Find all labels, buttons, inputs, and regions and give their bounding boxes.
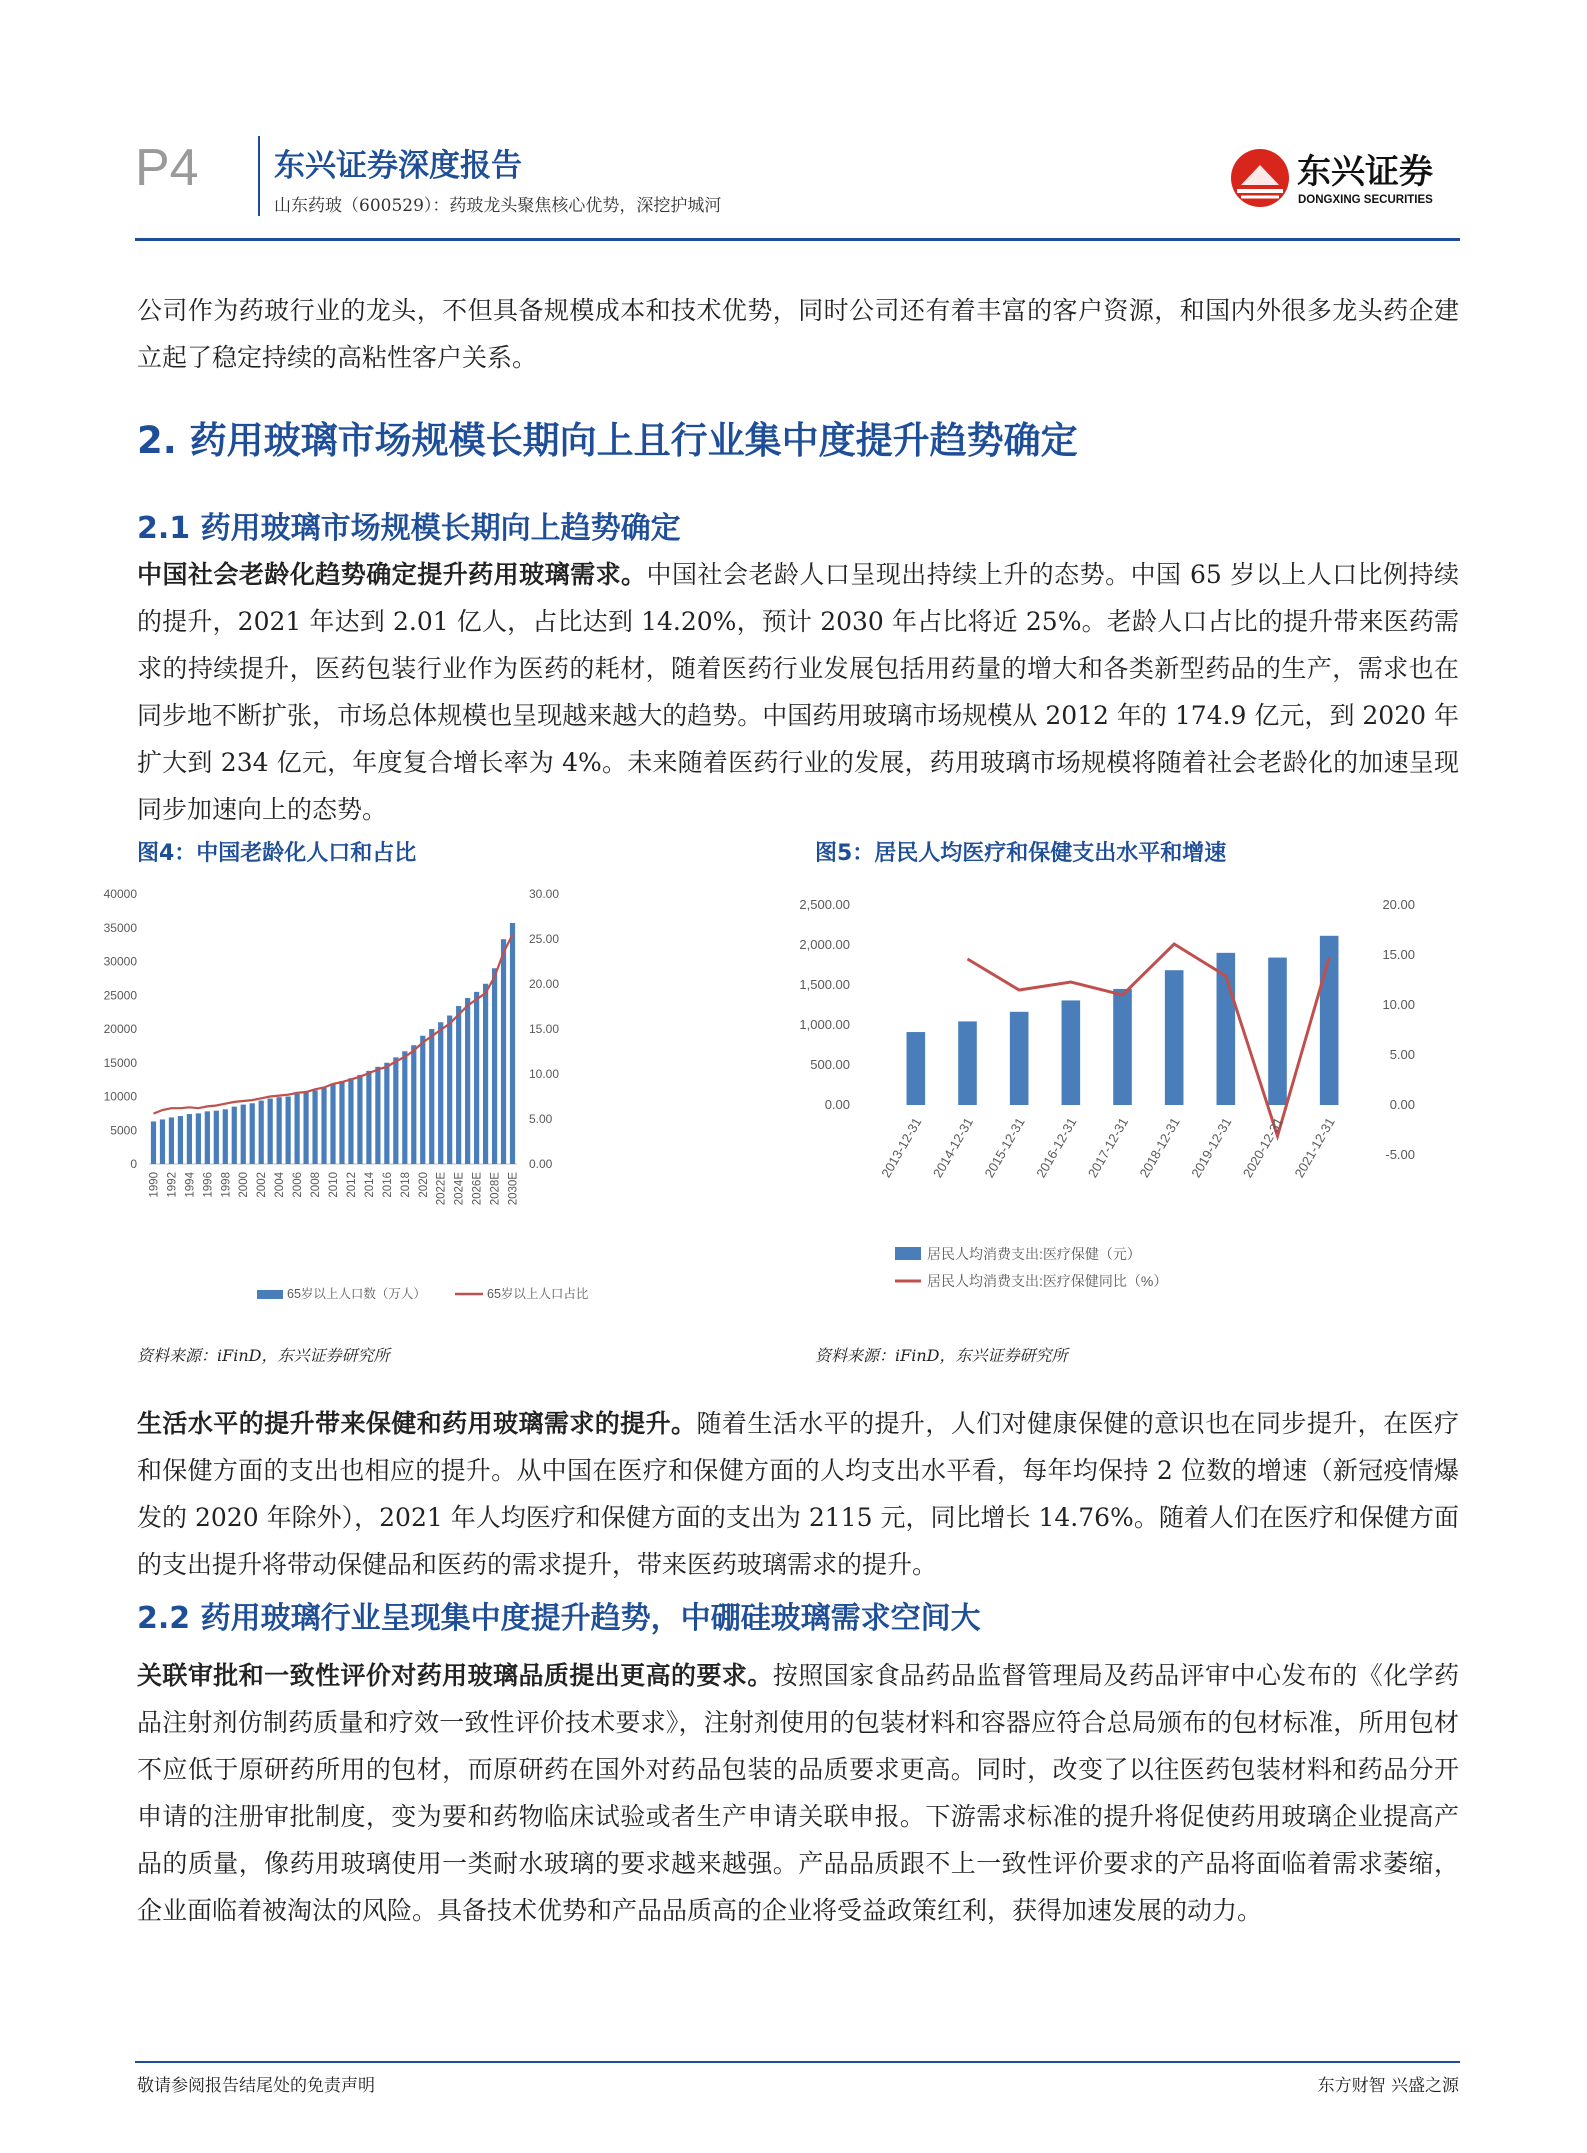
x-tick-label: 2024E <box>453 1172 466 1206</box>
x-tick-label: 2012 <box>345 1172 358 1198</box>
x-tick-label: 2016-12-31 <box>1033 1115 1080 1181</box>
figure-4-source: 资料来源：iFinD，东兴证券研究所 <box>137 1346 390 1365</box>
population-bar <box>303 1092 308 1164</box>
legend-label-bar: 居民人均消费支出:医疗保健（元） <box>927 1246 1141 1262</box>
population-bar <box>510 923 515 1164</box>
population-bar <box>366 1071 371 1164</box>
population-bar <box>169 1117 174 1164</box>
y-left-tick-label: 0.00 <box>824 1097 850 1112</box>
x-tick-label: 2010 <box>328 1172 340 1198</box>
population-bar <box>375 1067 380 1164</box>
population-bar <box>151 1121 156 1164</box>
population-bar <box>357 1075 362 1164</box>
x-tick-label: 2026E <box>471 1172 484 1206</box>
healthcare-spending-bar <box>958 1021 977 1105</box>
section-heading-2: 2. 药用玻璃市场规模长期向上且行业集中度提升趋势确定 <box>137 419 1078 462</box>
population-bar <box>321 1088 326 1164</box>
consistency-evaluation-lead: 关联审批和一致性评价对药用玻璃品质提出更高的要求。 <box>137 1661 773 1690</box>
y-right-tick-label: 5.00 <box>529 1112 553 1126</box>
population-bar <box>411 1045 416 1164</box>
healthcare-spending-bar <box>1113 989 1132 1105</box>
population-bar <box>465 998 470 1164</box>
page-number: P4 <box>135 139 199 197</box>
y-left-tick-label: 25000 <box>103 988 137 1003</box>
population-bar <box>492 968 497 1164</box>
living-standard-body: 随着生活水平的提升，人们对健康保健的意识也在同步提升，在医疗和保健方面的支出也相应的提升。从中国在医疗和保健方面的人均支出水平看，每年均保持 2 位数的增速（新冠疫情爆发的 2020 年除外），2021 年人均医疗和保健方面的支出为 2115 元，同比增长 14.76%。随着人们在医疗和保健方面的支出提升将带动保健品和医药的需求提升，带来医药玻璃需求的提升。 <box>137 1409 1459 1579</box>
population-bar <box>420 1036 425 1164</box>
report-subtitle: 山东药玻（600529）：药玻龙头聚焦核心优势，深挖护城河 <box>274 196 722 216</box>
y-left-tick-label: 0 <box>130 1157 137 1171</box>
figure-5-source: 资料来源：iFinD，东兴证券研究所 <box>815 1346 1068 1365</box>
x-tick-label: 2014-12-31 <box>929 1115 977 1181</box>
y-left-tick-label: 30000 <box>103 954 137 969</box>
x-tick-label: 2000 <box>238 1172 251 1198</box>
population-bar <box>474 992 479 1164</box>
y-left-tick-label: 1,000.00 <box>799 1017 850 1032</box>
x-tick-label: 2002 <box>256 1172 269 1198</box>
legend-swatch-bar <box>895 1247 921 1260</box>
population-bar <box>348 1078 353 1164</box>
chart-healthcare-spending <box>799 880 1460 1315</box>
population-bar <box>160 1119 165 1164</box>
y-right-tick-label: 20.00 <box>1382 897 1415 912</box>
population-bar <box>483 984 488 1164</box>
x-tick-label: 2017-12-31 <box>1084 1115 1132 1181</box>
x-tick-label: 2028E <box>489 1172 502 1206</box>
figure-4-title: 图4：中国老龄化人口和占比 <box>137 841 417 866</box>
population-bar <box>447 1016 452 1165</box>
population-bar <box>277 1097 282 1164</box>
x-tick-label: 2030E <box>507 1172 520 1206</box>
figure-5-title: 图5：居民人均医疗和保健支出水平和增速 <box>815 841 1227 866</box>
x-tick-label: 2015-12-31 <box>981 1115 1028 1181</box>
population-bar <box>429 1029 434 1164</box>
x-tick-label: 2020 <box>417 1172 430 1198</box>
y-right-tick-label: -5.00 <box>1385 1147 1415 1162</box>
logo-text-en: DONGXING SECURITIES <box>1298 194 1433 206</box>
healthcare-spending-bar <box>907 1032 926 1105</box>
healthcare-spending-bar <box>1165 970 1184 1105</box>
y-left-tick-label: 40000 <box>103 887 137 901</box>
population-bar <box>438 1022 443 1164</box>
y-left-tick-label: 15000 <box>103 1055 137 1070</box>
population-bar <box>286 1097 291 1165</box>
legend-label-bar: 65岁以上人口数（万人） <box>287 1287 426 1301</box>
legend-label-line: 居民人均消费支出:医疗保健同比（%） <box>927 1273 1168 1289</box>
y-left-tick-label: 35000 <box>103 920 137 935</box>
healthcare-spending-bar <box>1062 1000 1081 1105</box>
healthcare-spending-bar <box>1268 958 1287 1105</box>
population-bar <box>223 1109 228 1164</box>
consistency-evaluation-body: 按照国家食品药品监督管理局及药品评审中心发布的《化学药品注射剂仿制药质量和疗效一致性评价技术要求》，注射剂使用的包装材料和容器应符合总局颁布的包材标准，所用包材不应低于原研药所用的包材，而原研药在国外对药品包装的品质要求更高。同时，改变了以往医药包装材料和药品分开申请的注册审批制度，变为要和药物临床试验或者生产申请关联申报。下游需求标准的提升将促使药用玻璃企业提高产品的质量，像药用玻璃使用一类耐水玻璃的要求越来越强。产品品质跟不上一致性评价要求的产品将面临着需求萎缩，企业面临着被淘汰的风险。具备技术优势和产品品质高的企业将受益政策红利，获得加速发展的动力。 <box>137 1661 1459 1925</box>
chart-aging-population <box>103 880 787 1315</box>
x-tick-label: 2016 <box>381 1172 394 1198</box>
y-right-tick-label: 15.00 <box>1382 947 1415 962</box>
population-bar <box>384 1063 389 1164</box>
population-bar <box>456 1006 461 1164</box>
x-tick-label: 2008 <box>310 1172 323 1198</box>
aging-paragraph-body: 中国社会老龄人口呈现出持续上升的态势。中国 65 岁以上人口比例持续的提升，2021 年达到 2.01 亿人，占比达到 14.20%，预计 2030 年占比将近 25%。老龄人口占比的提升带来医药需求的持续提升，医药包装行业作为医药的耗材，随着医药行业发展包括用药量的增大和各类新型药品的生产，需求也在同步地不断扩张，市场总体规模也呈现越来越大的趋势。中国药用玻璃市场规模从 2012 年的 174.9 亿元，到 2020 年扩大到 234 亿元，年度复合增长率为 4%。未来随着医药行业的发展，药用玻璃市场规模将随着社会老龄化的加速呈现同步加速向上的态势。 <box>137 560 1459 824</box>
living-standard-lead: 生活水平的提升带来保健和药用玻璃需求的提升。 <box>137 1409 697 1438</box>
consistency-evaluation-paragraph <box>137 1652 1459 1934</box>
section-heading-2-2: 2.2 药用玻璃行业呈现集中度提升趋势，中硼硅玻璃需求空间大 <box>137 1601 981 1636</box>
dongxing-logo <box>1227 145 1463 211</box>
y-left-tick-label: 20000 <box>103 1022 137 1036</box>
population-bar <box>294 1094 299 1164</box>
x-tick-label: 2021-12-31 <box>1291 1115 1338 1181</box>
report-series-title: 东兴证券深度报告 <box>274 148 522 184</box>
aging-paragraph <box>137 551 1459 833</box>
x-tick-label: 2004 <box>274 1172 287 1198</box>
living-standard-paragraph <box>137 1400 1459 1588</box>
aging-paragraph-lead: 中国社会老龄化趋势确定提升药用玻璃需求。 <box>137 560 647 589</box>
x-tick-label: 2006 <box>292 1172 305 1198</box>
population-bar <box>232 1107 237 1164</box>
logo-text-cn: 东兴证券 <box>1297 153 1433 191</box>
header-rule <box>135 238 1460 241</box>
population-bar <box>196 1113 201 1164</box>
x-tick-label: 1996 <box>202 1172 215 1198</box>
y-right-tick-label: 30.00 <box>529 887 560 901</box>
population-bar <box>259 1101 264 1164</box>
y-left-tick-label: 2,500.00 <box>799 897 850 912</box>
x-tick-label: 2020-12-31 <box>1239 1115 1287 1181</box>
x-tick-label: 1992 <box>166 1172 179 1198</box>
y-right-tick-label: 10.00 <box>1382 997 1415 1012</box>
x-tick-label: 1990 <box>148 1172 161 1198</box>
y-right-tick-label: 0.00 <box>529 1157 553 1171</box>
y-left-tick-label: 1,500.00 <box>799 977 850 992</box>
x-tick-label: 2014 <box>363 1172 376 1198</box>
x-tick-label: 2022E <box>435 1172 448 1206</box>
x-tick-label: 1994 <box>184 1172 197 1198</box>
population-bar <box>214 1111 219 1164</box>
population-bar <box>250 1103 255 1164</box>
section-heading-2-1: 2.1 药用玻璃市场规模长期向上趋势确定 <box>137 511 681 546</box>
healthcare-spending-bar <box>1010 1012 1029 1105</box>
footer-disclaimer: 敬请参阅报告结尾处的免责声明 <box>137 2076 375 2096</box>
population-bar <box>393 1057 398 1164</box>
x-tick-label: 1998 <box>220 1172 233 1198</box>
population-bar <box>187 1114 192 1164</box>
population-bar <box>178 1116 183 1164</box>
x-tick-label: 2018 <box>399 1172 412 1198</box>
y-right-tick-label: 10.00 <box>529 1067 560 1081</box>
y-right-tick-label: 5.00 <box>1389 1047 1415 1062</box>
population-bar <box>402 1051 407 1164</box>
x-tick-label: 2019-12-31 <box>1188 1115 1235 1181</box>
y-right-tick-label: 15.00 <box>529 1022 560 1036</box>
footer-rule <box>135 2061 1460 2063</box>
population-bar <box>330 1084 335 1164</box>
y-left-tick-label: 10000 <box>103 1089 137 1104</box>
y-left-tick-label: 2,000.00 <box>799 937 850 952</box>
population-bar <box>205 1111 210 1164</box>
population-bar <box>501 939 506 1164</box>
population-bar <box>268 1099 273 1164</box>
x-tick-label: 2013-12-31 <box>878 1115 925 1181</box>
x-tick-label: 2018-12-31 <box>1136 1115 1183 1181</box>
population-bar <box>339 1081 344 1164</box>
intro-paragraph: 公司作为药玻行业的龙头，不但具备规模成本和技术优势，同时公司还有着丰富的客户资源，和国内外很多龙头药企建立起了稳定持续的高粘性客户关系。 <box>137 296 1459 372</box>
footer-slogan: 东方财智 兴盛之源 <box>1317 2076 1459 2096</box>
y-right-tick-label: 0.00 <box>1389 1097 1415 1112</box>
header-divider <box>258 136 260 216</box>
y-left-tick-label: 5000 <box>110 1123 137 1138</box>
population-bar <box>241 1105 246 1164</box>
legend-label-line: 65岁以上人口占比 <box>487 1287 589 1301</box>
y-right-tick-label: 20.00 <box>529 977 560 991</box>
legend-swatch-bar <box>257 1290 283 1299</box>
population-bar <box>312 1090 317 1164</box>
y-right-tick-label: 25.00 <box>529 932 560 946</box>
y-left-tick-label: 500.00 <box>810 1057 850 1072</box>
